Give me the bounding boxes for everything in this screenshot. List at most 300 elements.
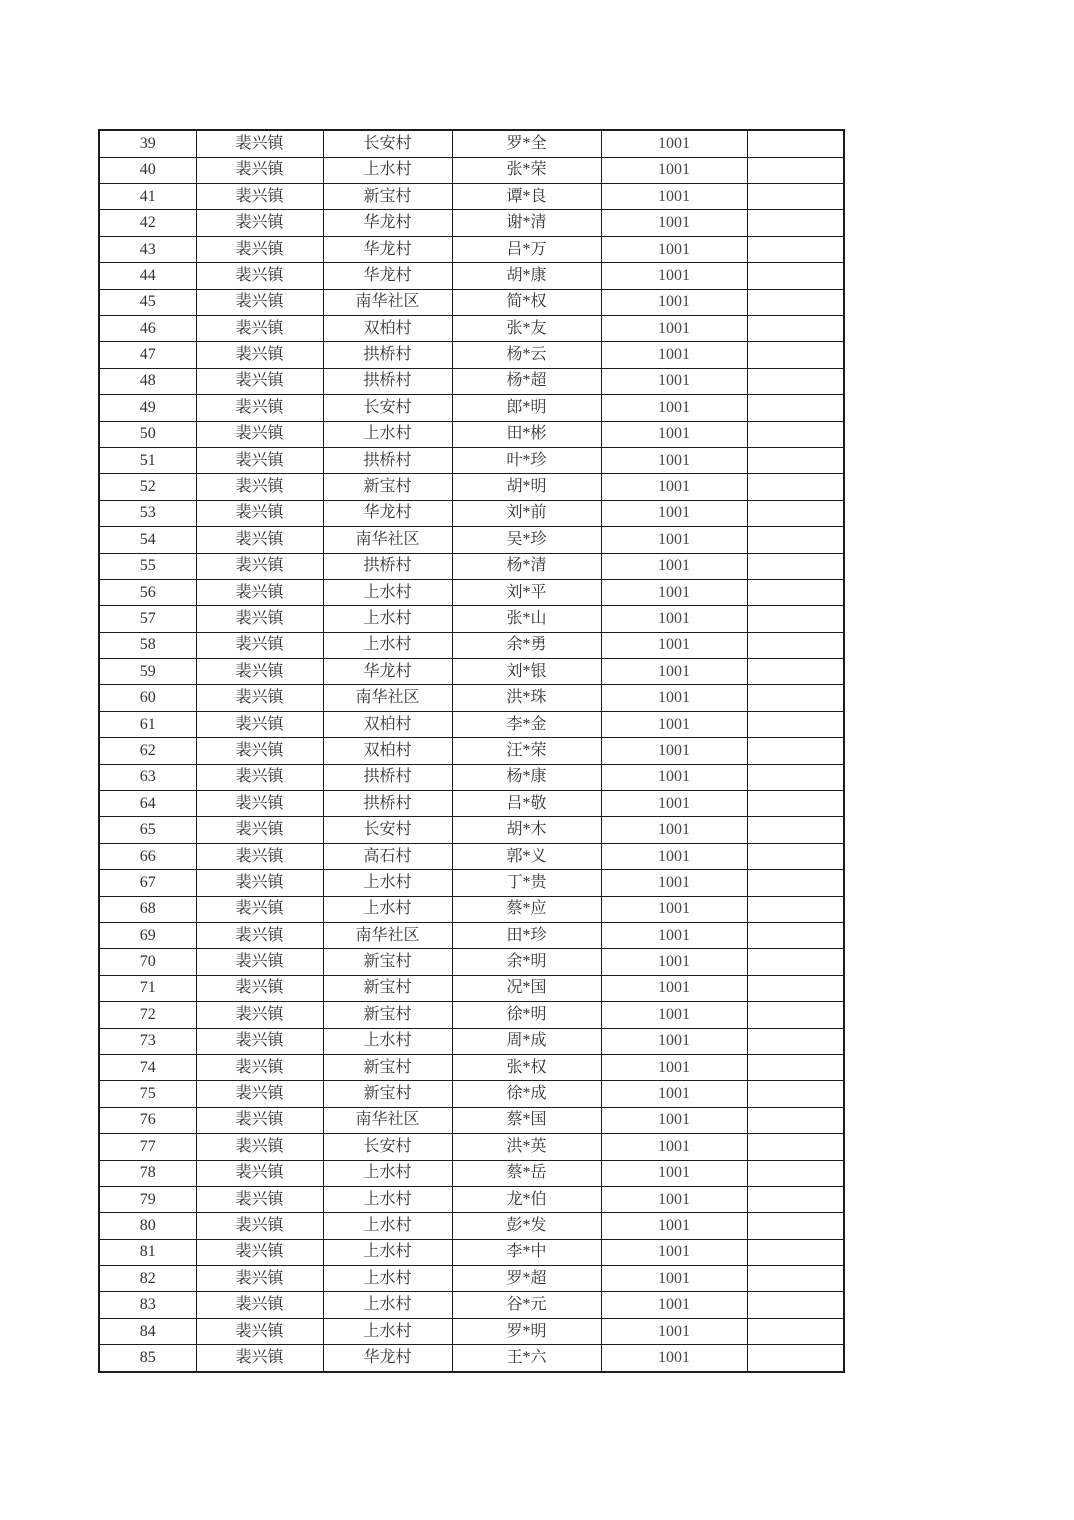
name-cell: 李*中 (452, 1239, 601, 1265)
town-cell: 裴兴镇 (196, 157, 323, 183)
village-cell: 南华社区 (323, 527, 452, 553)
table-row (99, 1081, 844, 1107)
code-cell: 1001 (601, 474, 747, 500)
empty-cell (747, 764, 844, 790)
row-number-cell: 45 (99, 289, 196, 315)
table-row (99, 1107, 844, 1133)
code-cell: 1001 (601, 527, 747, 553)
row-number-cell: 70 (99, 949, 196, 975)
empty-cell (747, 1134, 844, 1160)
row-number-cell: 61 (99, 711, 196, 737)
village-cell: 拱桥村 (323, 447, 452, 473)
table-row (99, 236, 844, 262)
name-cell: 洪*珠 (452, 685, 601, 711)
town-cell: 裴兴镇 (196, 368, 323, 394)
name-cell: 龙*伯 (452, 1186, 601, 1212)
row-number-cell: 59 (99, 659, 196, 685)
name-cell: 胡*康 (452, 263, 601, 289)
town-cell: 裴兴镇 (196, 1081, 323, 1107)
empty-cell (747, 1028, 844, 1054)
town-cell: 裴兴镇 (196, 553, 323, 579)
row-number-cell: 84 (99, 1318, 196, 1344)
table-row (99, 316, 844, 342)
town-cell: 裴兴镇 (196, 711, 323, 737)
table-row (99, 1318, 844, 1344)
name-cell: 徐*明 (452, 1002, 601, 1028)
village-cell: 新宝村 (323, 1054, 452, 1080)
town-cell: 裴兴镇 (196, 870, 323, 896)
row-number-cell: 66 (99, 843, 196, 869)
town-cell: 裴兴镇 (196, 1266, 323, 1292)
town-cell: 裴兴镇 (196, 1318, 323, 1344)
row-number-cell: 46 (99, 316, 196, 342)
town-cell: 裴兴镇 (196, 764, 323, 790)
town-cell: 裴兴镇 (196, 1028, 323, 1054)
row-number-cell: 57 (99, 606, 196, 632)
village-cell: 上水村 (323, 579, 452, 605)
table-row (99, 421, 844, 447)
empty-cell (747, 527, 844, 553)
village-cell: 华龙村 (323, 263, 452, 289)
town-cell: 裴兴镇 (196, 1213, 323, 1239)
row-number-cell: 54 (99, 527, 196, 553)
village-cell: 双柏村 (323, 738, 452, 764)
row-number-cell: 40 (99, 157, 196, 183)
name-cell: 吕*敬 (452, 791, 601, 817)
name-cell: 罗*全 (452, 130, 601, 157)
table-row (99, 949, 844, 975)
table-row (99, 130, 844, 157)
village-cell: 上水村 (323, 896, 452, 922)
table-row (99, 975, 844, 1001)
code-cell: 1001 (601, 289, 747, 315)
town-cell: 裴兴镇 (196, 342, 323, 368)
name-cell: 汪*荣 (452, 738, 601, 764)
name-cell: 田*珍 (452, 922, 601, 948)
empty-cell (747, 500, 844, 526)
table-row (99, 1266, 844, 1292)
roster-table-body (99, 130, 844, 1372)
code-cell: 1001 (601, 975, 747, 1001)
village-cell: 新宝村 (323, 184, 452, 210)
row-number-cell: 49 (99, 395, 196, 421)
code-cell: 1001 (601, 1107, 747, 1133)
code-cell: 1001 (601, 184, 747, 210)
name-cell: 谢*清 (452, 210, 601, 236)
empty-cell (747, 1345, 844, 1372)
table-row (99, 1028, 844, 1054)
name-cell: 刘*银 (452, 659, 601, 685)
code-cell: 1001 (601, 447, 747, 473)
table-row (99, 922, 844, 948)
village-cell: 拱桥村 (323, 764, 452, 790)
table-row (99, 500, 844, 526)
table-row (99, 738, 844, 764)
empty-cell (747, 184, 844, 210)
row-number-cell: 63 (99, 764, 196, 790)
town-cell: 裴兴镇 (196, 922, 323, 948)
code-cell: 1001 (601, 659, 747, 685)
empty-cell (747, 791, 844, 817)
table-row (99, 764, 844, 790)
village-cell: 上水村 (323, 1186, 452, 1212)
name-cell: 杨*云 (452, 342, 601, 368)
name-cell: 张*友 (452, 316, 601, 342)
town-cell: 裴兴镇 (196, 579, 323, 605)
code-cell: 1001 (601, 368, 747, 394)
empty-cell (747, 1318, 844, 1344)
row-number-cell: 78 (99, 1160, 196, 1186)
row-number-cell: 81 (99, 1239, 196, 1265)
name-cell: 况*国 (452, 975, 601, 1001)
village-cell: 上水村 (323, 1266, 452, 1292)
town-cell: 裴兴镇 (196, 659, 323, 685)
table-row (99, 711, 844, 737)
empty-cell (747, 210, 844, 236)
village-cell: 南华社区 (323, 922, 452, 948)
empty-cell (747, 949, 844, 975)
table-row (99, 1239, 844, 1265)
code-cell: 1001 (601, 157, 747, 183)
row-number-cell: 77 (99, 1134, 196, 1160)
row-number-cell: 71 (99, 975, 196, 1001)
code-cell: 1001 (601, 395, 747, 421)
code-cell: 1001 (601, 922, 747, 948)
code-cell: 1001 (601, 1186, 747, 1212)
table-row (99, 553, 844, 579)
village-cell: 拱桥村 (323, 368, 452, 394)
town-cell: 裴兴镇 (196, 210, 323, 236)
empty-cell (747, 474, 844, 500)
name-cell: 罗*超 (452, 1266, 601, 1292)
village-cell: 上水村 (323, 606, 452, 632)
village-cell: 华龙村 (323, 500, 452, 526)
name-cell: 吕*万 (452, 236, 601, 262)
town-cell: 裴兴镇 (196, 527, 323, 553)
row-number-cell: 80 (99, 1213, 196, 1239)
table-row (99, 1002, 844, 1028)
row-number-cell: 62 (99, 738, 196, 764)
town-cell: 裴兴镇 (196, 685, 323, 711)
empty-cell (747, 632, 844, 658)
empty-cell (747, 738, 844, 764)
table-row (99, 289, 844, 315)
town-cell: 裴兴镇 (196, 896, 323, 922)
village-cell: 上水村 (323, 421, 452, 447)
name-cell: 徐*成 (452, 1081, 601, 1107)
name-cell: 张*权 (452, 1054, 601, 1080)
name-cell: 胡*明 (452, 474, 601, 500)
village-cell: 长安村 (323, 817, 452, 843)
code-cell: 1001 (601, 579, 747, 605)
town-cell: 裴兴镇 (196, 316, 323, 342)
code-cell: 1001 (601, 685, 747, 711)
table-row (99, 342, 844, 368)
village-cell: 华龙村 (323, 236, 452, 262)
village-cell: 上水村 (323, 1318, 452, 1344)
code-cell: 1001 (601, 500, 747, 526)
code-cell: 1001 (601, 316, 747, 342)
name-cell: 谭*良 (452, 184, 601, 210)
village-cell: 上水村 (323, 870, 452, 896)
table-row (99, 606, 844, 632)
town-cell: 裴兴镇 (196, 1134, 323, 1160)
village-cell: 拱桥村 (323, 553, 452, 579)
row-number-cell: 76 (99, 1107, 196, 1133)
empty-cell (747, 1186, 844, 1212)
row-number-cell: 39 (99, 130, 196, 157)
code-cell: 1001 (601, 1081, 747, 1107)
code-cell: 1001 (601, 1318, 747, 1344)
row-number-cell: 55 (99, 553, 196, 579)
town-cell: 裴兴镇 (196, 289, 323, 315)
village-cell: 新宝村 (323, 949, 452, 975)
village-cell: 长安村 (323, 130, 452, 157)
name-cell: 蔡*应 (452, 896, 601, 922)
table-row (99, 1160, 844, 1186)
table-row (99, 685, 844, 711)
table-row (99, 527, 844, 553)
village-cell: 新宝村 (323, 1081, 452, 1107)
name-cell: 刘*平 (452, 579, 601, 605)
empty-cell (747, 316, 844, 342)
name-cell: 张*荣 (452, 157, 601, 183)
code-cell: 1001 (601, 738, 747, 764)
town-cell: 裴兴镇 (196, 236, 323, 262)
name-cell: 彭*发 (452, 1213, 601, 1239)
village-cell: 上水村 (323, 1028, 452, 1054)
row-number-cell: 50 (99, 421, 196, 447)
village-cell: 拱桥村 (323, 342, 452, 368)
village-cell: 新宝村 (323, 474, 452, 500)
empty-cell (747, 130, 844, 157)
empty-cell (747, 1213, 844, 1239)
code-cell: 1001 (601, 764, 747, 790)
empty-cell (747, 1002, 844, 1028)
empty-cell (747, 395, 844, 421)
name-cell: 杨*超 (452, 368, 601, 394)
table-row (99, 447, 844, 473)
town-cell: 裴兴镇 (196, 632, 323, 658)
row-number-cell: 79 (99, 1186, 196, 1212)
code-cell: 1001 (601, 263, 747, 289)
empty-cell (747, 447, 844, 473)
table-row (99, 368, 844, 394)
village-cell: 长安村 (323, 395, 452, 421)
empty-cell (747, 421, 844, 447)
empty-cell (747, 1081, 844, 1107)
code-cell: 1001 (601, 1054, 747, 1080)
code-cell: 1001 (601, 1160, 747, 1186)
row-number-cell: 82 (99, 1266, 196, 1292)
name-cell: 杨*清 (452, 553, 601, 579)
empty-cell (747, 685, 844, 711)
row-number-cell: 74 (99, 1054, 196, 1080)
row-number-cell: 52 (99, 474, 196, 500)
table-row (99, 1186, 844, 1212)
village-cell: 上水村 (323, 157, 452, 183)
town-cell: 裴兴镇 (196, 184, 323, 210)
table-row (99, 263, 844, 289)
name-cell: 叶*珍 (452, 447, 601, 473)
empty-cell (747, 1160, 844, 1186)
code-cell: 1001 (601, 817, 747, 843)
empty-cell (747, 896, 844, 922)
row-number-cell: 44 (99, 263, 196, 289)
code-cell: 1001 (601, 421, 747, 447)
village-cell: 上水村 (323, 1239, 452, 1265)
town-cell: 裴兴镇 (196, 1186, 323, 1212)
code-cell: 1001 (601, 342, 747, 368)
empty-cell (747, 236, 844, 262)
village-cell: 上水村 (323, 1292, 452, 1318)
town-cell: 裴兴镇 (196, 843, 323, 869)
code-cell: 1001 (601, 949, 747, 975)
row-number-cell: 68 (99, 896, 196, 922)
town-cell: 裴兴镇 (196, 738, 323, 764)
row-number-cell: 48 (99, 368, 196, 394)
empty-cell (747, 1239, 844, 1265)
table-row (99, 659, 844, 685)
name-cell: 吴*珍 (452, 527, 601, 553)
row-number-cell: 75 (99, 1081, 196, 1107)
town-cell: 裴兴镇 (196, 975, 323, 1001)
town-cell: 裴兴镇 (196, 1107, 323, 1133)
table-row (99, 1134, 844, 1160)
village-cell: 新宝村 (323, 1002, 452, 1028)
empty-cell (747, 870, 844, 896)
table-row (99, 632, 844, 658)
table-row (99, 1213, 844, 1239)
row-number-cell: 85 (99, 1345, 196, 1372)
town-cell: 裴兴镇 (196, 1239, 323, 1265)
table-row (99, 817, 844, 843)
town-cell: 裴兴镇 (196, 791, 323, 817)
empty-cell (747, 1054, 844, 1080)
town-cell: 裴兴镇 (196, 1345, 323, 1372)
village-cell: 上水村 (323, 1160, 452, 1186)
town-cell: 裴兴镇 (196, 130, 323, 157)
empty-cell (747, 1266, 844, 1292)
village-cell: 华龙村 (323, 1345, 452, 1372)
row-number-cell: 41 (99, 184, 196, 210)
town-cell: 裴兴镇 (196, 949, 323, 975)
empty-cell (747, 289, 844, 315)
empty-cell (747, 157, 844, 183)
village-cell: 南华社区 (323, 1107, 452, 1133)
code-cell: 1001 (601, 711, 747, 737)
name-cell: 杨*康 (452, 764, 601, 790)
code-cell: 1001 (601, 210, 747, 236)
empty-cell (747, 1292, 844, 1318)
town-cell: 裴兴镇 (196, 606, 323, 632)
name-cell: 洪*英 (452, 1134, 601, 1160)
empty-cell (747, 817, 844, 843)
code-cell: 1001 (601, 632, 747, 658)
table-row (99, 843, 844, 869)
village-cell: 长安村 (323, 1134, 452, 1160)
name-cell: 田*彬 (452, 421, 601, 447)
empty-cell (747, 263, 844, 289)
code-cell: 1001 (601, 1213, 747, 1239)
code-cell: 1001 (601, 1292, 747, 1318)
village-cell: 双柏村 (323, 711, 452, 737)
roster-table (98, 129, 845, 1373)
table-row (99, 791, 844, 817)
code-cell: 1001 (601, 870, 747, 896)
town-cell: 裴兴镇 (196, 421, 323, 447)
table-row (99, 1345, 844, 1372)
code-cell: 1001 (601, 843, 747, 869)
row-number-cell: 43 (99, 236, 196, 262)
row-number-cell: 73 (99, 1028, 196, 1054)
empty-cell (747, 1107, 844, 1133)
name-cell: 简*权 (452, 289, 601, 315)
code-cell: 1001 (601, 1345, 747, 1372)
town-cell: 裴兴镇 (196, 1160, 323, 1186)
empty-cell (747, 975, 844, 1001)
code-cell: 1001 (601, 606, 747, 632)
row-number-cell: 67 (99, 870, 196, 896)
name-cell: 李*金 (452, 711, 601, 737)
name-cell: 郎*明 (452, 395, 601, 421)
code-cell: 1001 (601, 1028, 747, 1054)
row-number-cell: 51 (99, 447, 196, 473)
table-row (99, 210, 844, 236)
row-number-cell: 42 (99, 210, 196, 236)
name-cell: 余*勇 (452, 632, 601, 658)
town-cell: 裴兴镇 (196, 263, 323, 289)
town-cell: 裴兴镇 (196, 1292, 323, 1318)
code-cell: 1001 (601, 1239, 747, 1265)
table-row (99, 395, 844, 421)
row-number-cell: 65 (99, 817, 196, 843)
table-row (99, 1054, 844, 1080)
town-cell: 裴兴镇 (196, 447, 323, 473)
name-cell: 周*成 (452, 1028, 601, 1054)
village-cell: 华龙村 (323, 659, 452, 685)
table-row (99, 896, 844, 922)
empty-cell (747, 659, 844, 685)
table-row (99, 474, 844, 500)
name-cell: 蔡*岳 (452, 1160, 601, 1186)
town-cell: 裴兴镇 (196, 1054, 323, 1080)
name-cell: 丁*贵 (452, 870, 601, 896)
row-number-cell: 53 (99, 500, 196, 526)
table-row (99, 579, 844, 605)
code-cell: 1001 (601, 1134, 747, 1160)
code-cell: 1001 (601, 130, 747, 157)
code-cell: 1001 (601, 1002, 747, 1028)
code-cell: 1001 (601, 553, 747, 579)
empty-cell (747, 922, 844, 948)
town-cell: 裴兴镇 (196, 395, 323, 421)
village-cell: 拱桥村 (323, 791, 452, 817)
village-cell: 南华社区 (323, 289, 452, 315)
code-cell: 1001 (601, 1266, 747, 1292)
table-row (99, 157, 844, 183)
table-row (99, 870, 844, 896)
name-cell: 张*山 (452, 606, 601, 632)
name-cell: 罗*明 (452, 1318, 601, 1344)
town-cell: 裴兴镇 (196, 474, 323, 500)
empty-cell (747, 368, 844, 394)
empty-cell (747, 579, 844, 605)
name-cell: 蔡*国 (452, 1107, 601, 1133)
row-number-cell: 83 (99, 1292, 196, 1318)
village-cell: 上水村 (323, 632, 452, 658)
code-cell: 1001 (601, 236, 747, 262)
